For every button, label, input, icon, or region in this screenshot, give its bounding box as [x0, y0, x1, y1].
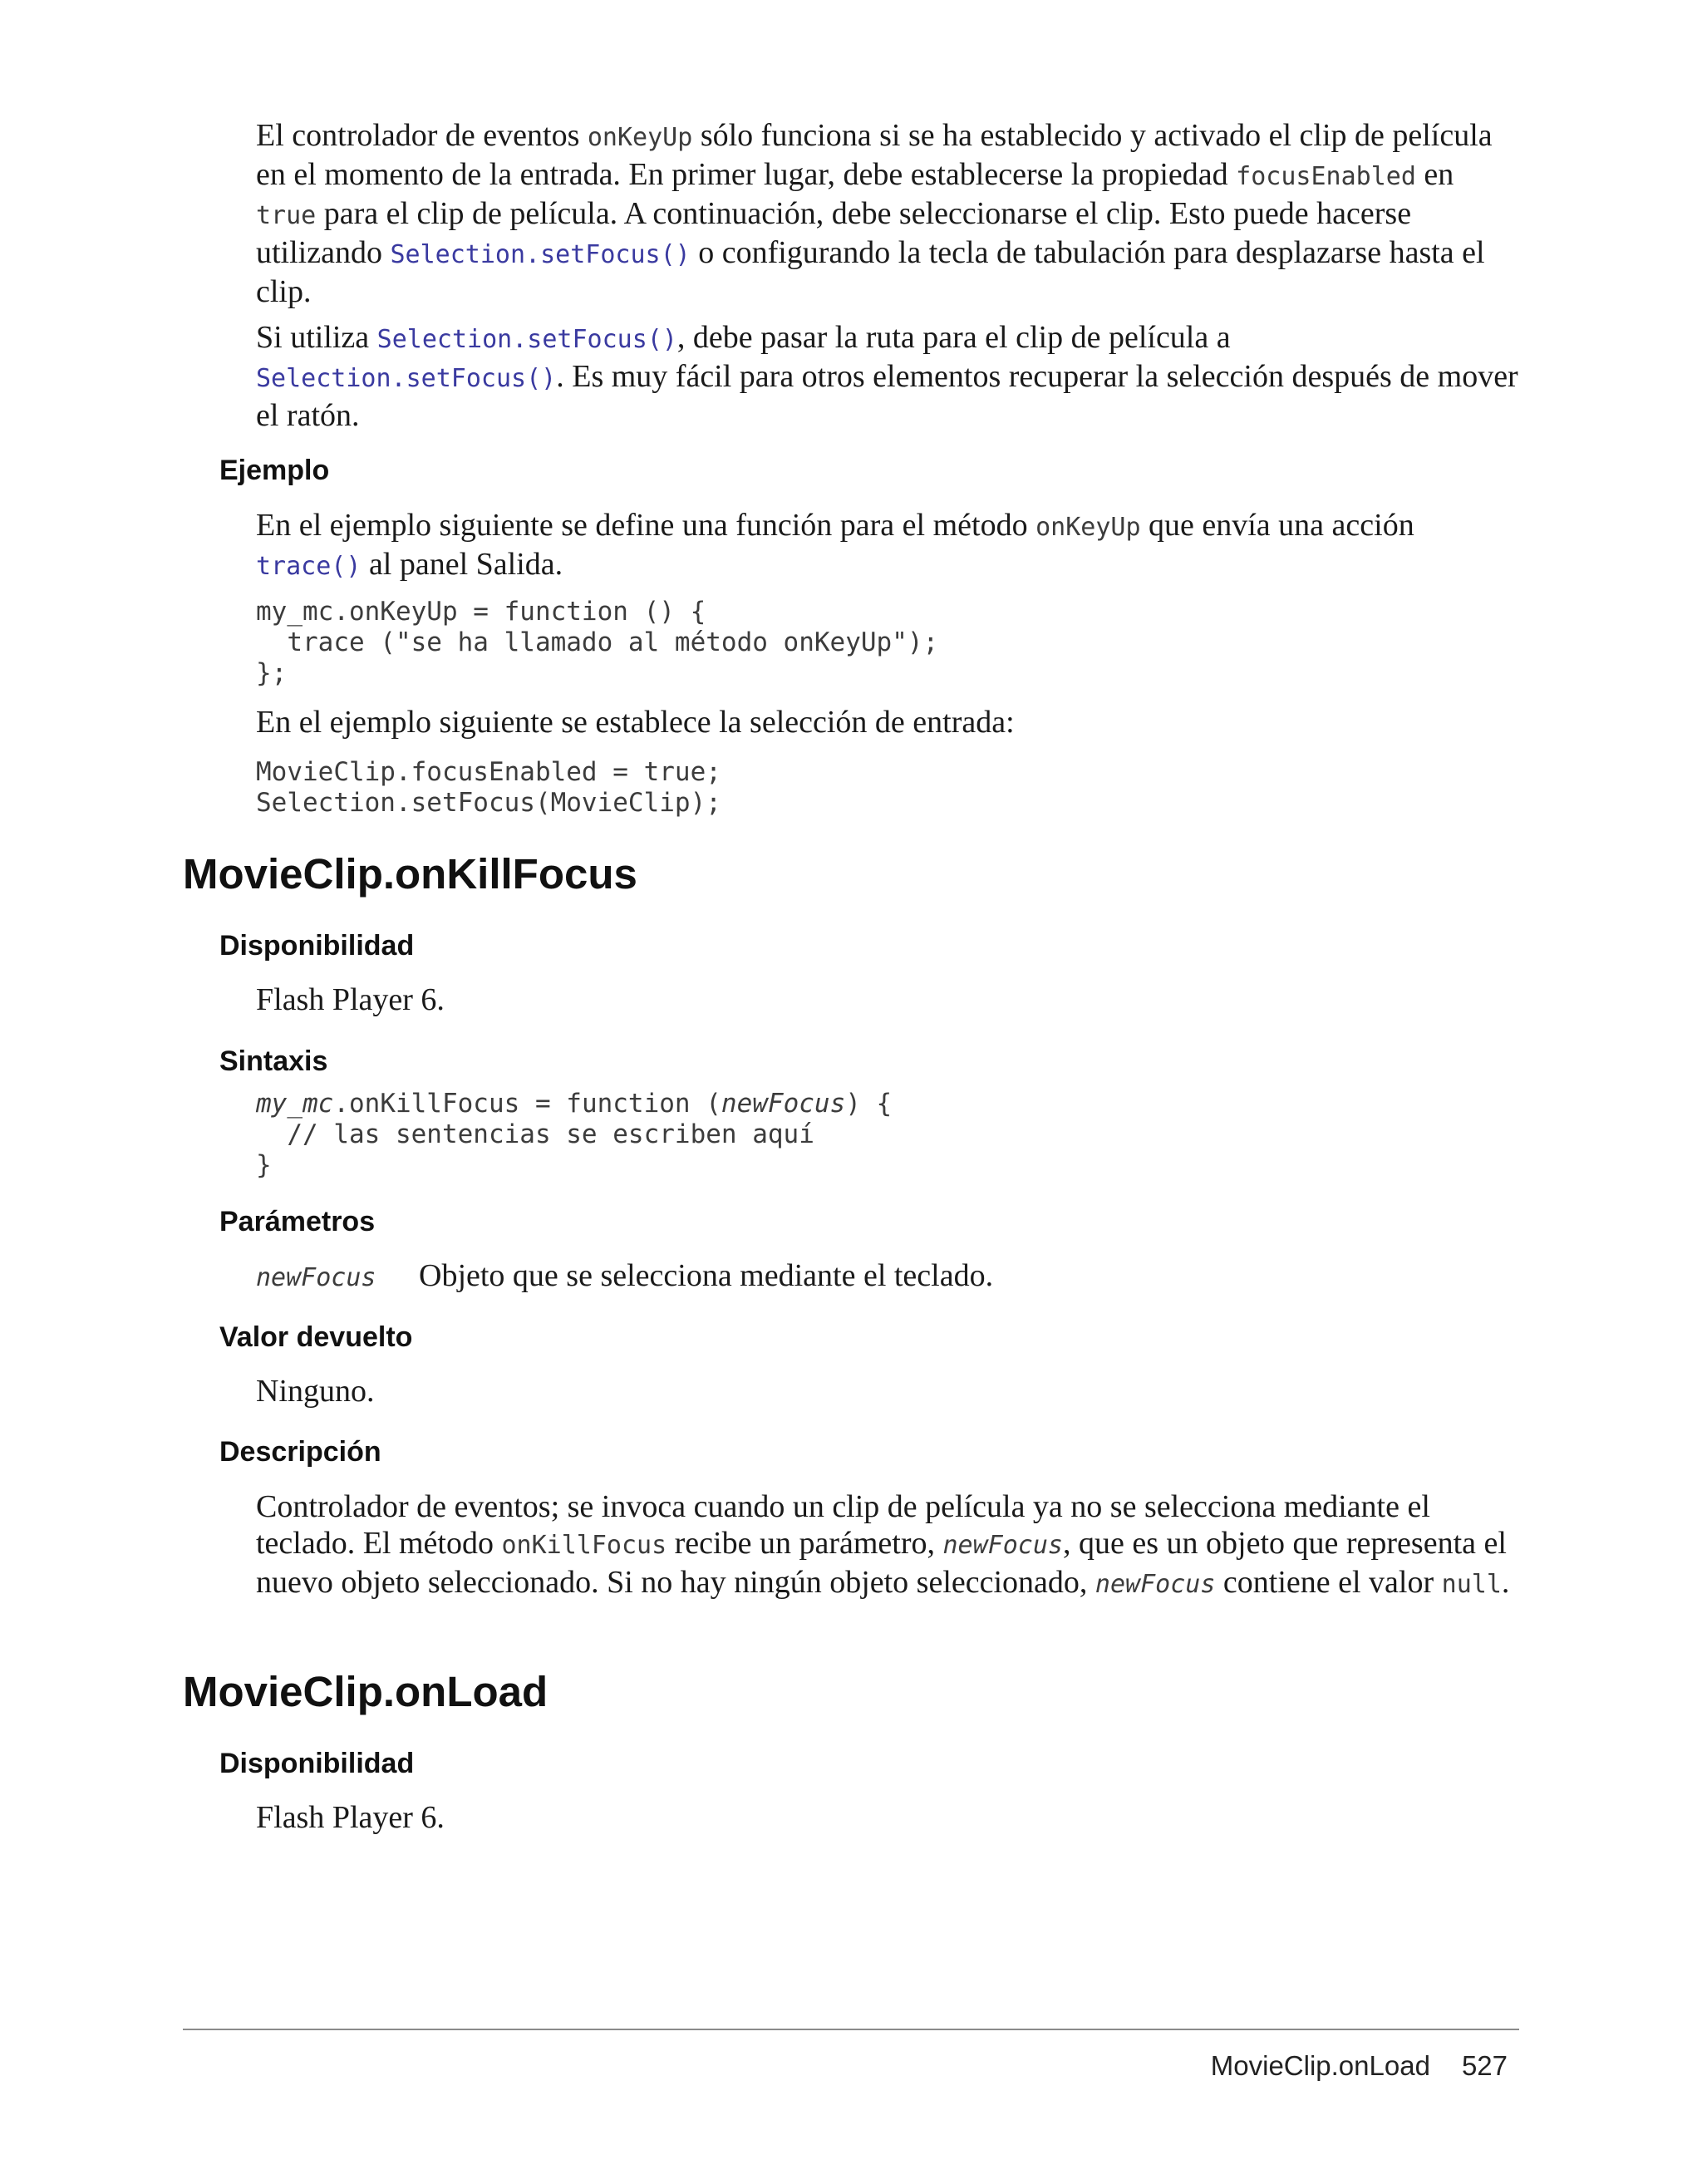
entry-title-onkillfocus: MovieClip.onKillFocus [183, 850, 637, 898]
code-block-syntax [256, 1089, 892, 1181]
code-link[interactable]: trace() [256, 552, 362, 581]
ejemplo-paragraph-1: En el ejemplo siguiente se define una función para el método onKeyUp que envía una acción trace() al panel Salida. [256, 508, 1414, 582]
section-heading-ejemplo: Ejemplo [219, 455, 330, 486]
footer-section: MovieClip.onLoad [1210, 2050, 1430, 2081]
entry-title-onload: MovieClip.onLoad [183, 1668, 548, 1715]
page-footer [1211, 2049, 1508, 2083]
code-line: Selection.setFocus(MovieClip); [256, 788, 721, 818]
inline-code: newFocus [1094, 1570, 1216, 1599]
intro-paragraph-2: Si utiliza Selection.setFocus(), debe pasar la ruta para el clip de película a Selection.setFocus(). Es muy fácil para otros elementos recuperar la selección después de mover el ratón. [256, 320, 1518, 433]
inline-code: onKeyUp [1035, 513, 1141, 542]
section-heading-descripcion: Descripción [219, 1436, 381, 1468]
parameter-name: newFocus [256, 1263, 376, 1292]
inline-code: onKeyUp [587, 123, 693, 152]
section-heading-valor-devuelto: Valor devuelto [219, 1321, 413, 1353]
section-heading-parametros: Parámetros [219, 1206, 376, 1237]
intro-paragraph-1: El controlador de eventos onKeyUp sólo funciona si se ha establecido y activado el clip de película en el momento de la entrada. En primer lugar, debe establecerse la propiedad focusEnabled en true para el clip de película. A continuación, debe seleccionarse el clip. Esto puede hacerse utilizando Selection.setFocus() o configurando la tecla de tabulación para desplazarse hasta el clip. [256, 118, 1493, 309]
code-link[interactable]: Selection.setFocus() [376, 325, 677, 354]
inline-code: newFocus [942, 1531, 1063, 1560]
inline-code: null [1441, 1570, 1502, 1599]
section-heading-disponibilidad: Disponibilidad [219, 930, 415, 962]
page-number: 527 [1461, 2050, 1508, 2081]
footer-rule [183, 2029, 1519, 2030]
code-line: } [256, 1150, 272, 1180]
code-line: trace ("se ha llamado al método onKeyUp"); [256, 627, 939, 657]
inline-code: onKillFocus [501, 1531, 667, 1560]
code-link[interactable]: Selection.setFocus() [256, 364, 557, 393]
section-heading-disponibilidad: Disponibilidad [219, 1748, 415, 1779]
code-block-focus [256, 757, 721, 819]
section-heading-sintaxis: Sintaxis [219, 1045, 328, 1077]
code-line: }; [256, 658, 288, 688]
parameter-description: Objeto que se selecciona mediante el teclado. [419, 1258, 994, 1293]
code-block-onkeyup [256, 597, 938, 689]
inline-code: focusEnabled [1236, 162, 1416, 191]
inline-code: true [256, 201, 317, 230]
code-line: my_mc.onKeyUp = function () { [256, 597, 706, 627]
ejemplo-paragraph-2: En el ejemplo siguiente se establece la selección de entrada: [256, 705, 1015, 740]
code-line: MovieClip.focusEnabled = true; [256, 757, 721, 787]
code-link[interactable]: Selection.setFocus() [390, 240, 691, 269]
valor-devuelto-text: Ninguno. [256, 1374, 375, 1409]
parameter-row [256, 1257, 1519, 1296]
descripcion-paragraph: Controlador de eventos; se invoca cuando un clip de película ya no se selecciona mediante el teclado. El método onKillFocus recibe un parámetro, newFocus, que es un objeto que representa el nuevo objeto seleccionado. Si no hay ningún objeto seleccionado, newFocus contiene el valor null. [256, 1489, 1510, 1600]
code-line: // las sentencias se escriben aquí [256, 1119, 814, 1149]
disponibilidad-text: Flash Player 6. [256, 1800, 445, 1835]
disponibilidad-text: Flash Player 6. [256, 982, 445, 1017]
code-line: my_mc.onKillFocus = function (newFocus) { [256, 1089, 893, 1119]
